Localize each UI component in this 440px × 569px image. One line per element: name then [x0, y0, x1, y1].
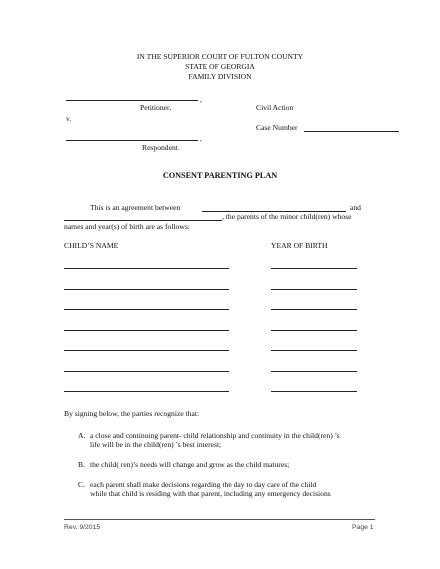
year-of-birth-header: YEAR OF BIRTH: [271, 241, 328, 250]
petitioner-label: Petitioner,: [140, 103, 172, 112]
child-name-line[interactable]: [64, 309, 229, 310]
child-name-line[interactable]: [64, 350, 229, 351]
item-c-line2: while that child is residing with that parent, including any emergency decisions: [90, 489, 331, 498]
respondent-name-line[interactable]: [66, 140, 198, 141]
document-title: CONSENT PARENTING PLAN: [162, 171, 278, 180]
case-number-line[interactable]: [304, 131, 399, 132]
parent2-name-line[interactable]: [64, 220, 222, 221]
year-of-birth-line[interactable]: [271, 289, 357, 290]
case-number-label: Case Number: [256, 123, 298, 132]
petitioner-comma: ,: [200, 95, 202, 104]
item-a-line1: a close and continuing parent- child relationship and continuity in the child(ren) ’s: [90, 431, 340, 440]
respondent-label: Respondent.: [142, 143, 180, 152]
civil-action-label: Civil Action: [256, 103, 294, 112]
item-c-line1: each parent shall make decisions regarding the day to day care of the child: [90, 480, 317, 489]
state-heading: STATE OF GEORGIA: [185, 62, 255, 71]
year-of-birth-line[interactable]: [271, 330, 357, 331]
item-b-letter: B.: [78, 460, 85, 469]
child-name-header: CHILD’S NAME: [64, 241, 119, 250]
year-of-birth-line[interactable]: [271, 350, 357, 351]
court-heading: IN THE SUPERIOR COURT OF FULTON COUNTY: [136, 52, 304, 61]
item-a-line2: life will be in the child(ren) ’s best interest;: [90, 440, 222, 449]
year-of-birth-line[interactable]: [271, 391, 357, 392]
division-heading: FAMILY DIVISION: [188, 72, 252, 81]
item-a-letter: A.: [78, 431, 86, 440]
child-name-line[interactable]: [64, 391, 229, 392]
year-of-birth-line[interactable]: [271, 268, 357, 269]
intro-line3: names and year(s) of birth are as follows:: [64, 222, 190, 231]
recognize-heading: By signing below, the parties recognize that:: [64, 409, 200, 418]
page-number: Page 1: [352, 524, 374, 531]
child-name-line[interactable]: [64, 330, 229, 331]
child-name-line[interactable]: [64, 289, 229, 290]
intro-line1-start: This is an agreement between: [90, 203, 181, 212]
revision-label: Rev. 9/2015: [64, 524, 101, 531]
year-of-birth-line[interactable]: [271, 371, 357, 372]
item-b-line1: the child( ren)’s needs will change and grow as the child matures;: [90, 460, 290, 469]
year-of-birth-line[interactable]: [271, 309, 357, 310]
respondent-comma: ,: [200, 134, 202, 143]
intro-line1-end: and: [350, 203, 361, 212]
child-name-line[interactable]: [64, 268, 229, 269]
child-name-line[interactable]: [64, 371, 229, 372]
item-c-letter: C.: [78, 480, 85, 489]
versus-label: v.: [66, 114, 72, 123]
intro-line2: , the parents of the minor child(ren) whose: [222, 212, 352, 221]
petitioner-name-line[interactable]: [66, 100, 198, 101]
footer-rule: [64, 519, 375, 520]
